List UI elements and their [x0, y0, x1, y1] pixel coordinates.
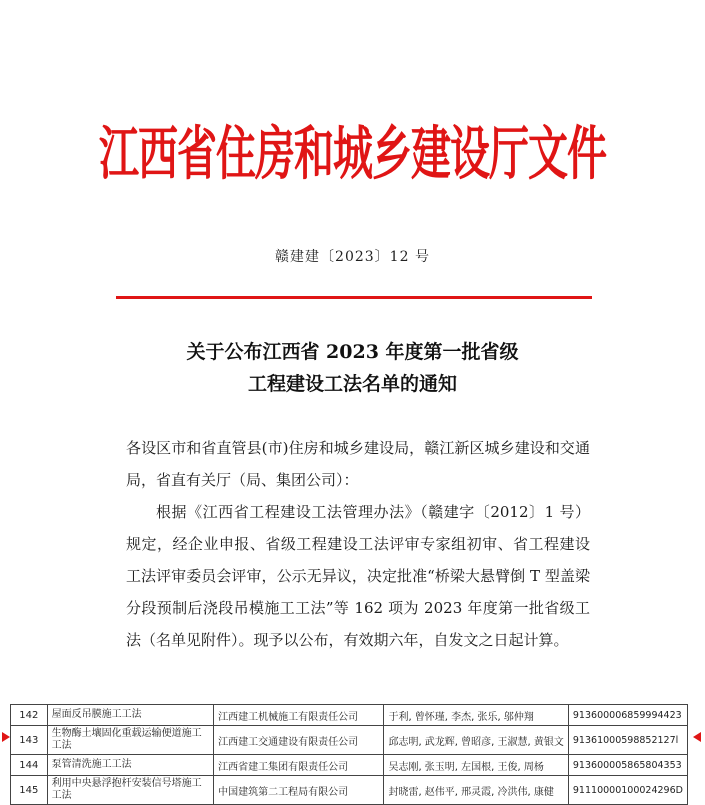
row-number: 142 — [11, 705, 48, 726]
credit-code: 913600006859994423 — [568, 705, 687, 726]
appendix-table — [10, 704, 688, 805]
row-number: 143 — [11, 726, 48, 755]
notice-title-line-2: 工程建设工法名单的通知 — [247, 373, 457, 395]
salutation: 各设区市和省直管县(市)住房和城乡建设局，赣江新区城乡建设和交通局，省直有关厅（局、集团公司）： — [126, 439, 590, 489]
completers: 封晓雷, 赵伟平, 邢灵霞, 冷洪伟, 康健 — [384, 776, 568, 805]
credit-code: 91361000598852127l — [568, 726, 687, 755]
organization: 中国建筑第二工程局有限公司 — [214, 776, 384, 805]
document-header-title: 江西省住房和城乡建设厅文件 — [99, 119, 606, 188]
completers: 邱志明, 武龙辉, 曾昭彦, 王淑慧, 黄银文 — [384, 726, 568, 755]
table-row — [11, 755, 688, 776]
method-name: 生物酶土壤固化重载运输便道施工工法 — [47, 726, 214, 755]
row-number: 144 — [11, 755, 48, 776]
credit-code: 91110000100024296D — [568, 776, 687, 805]
notice-title-line-1: 关于公布江西省 2023 年度第一批省级 — [186, 341, 519, 363]
document-number: 赣建建〔2023〕12 号 — [275, 249, 430, 265]
red-arrow-right-icon — [2, 732, 10, 742]
organization: 江西省建工集团有限责任公司 — [214, 755, 384, 776]
row-number: 145 — [11, 776, 48, 805]
body-paragraph: 根据《江西省工程建设工法管理办法》（赣建字〔2012〕1 号）规定，经企业申报、省级工程建设工法评审专家组初审、省工程建设工法评审委员会评审，公示无异议，决定批准“桥梁大悬臂倒 T 型盖梁分段预制后浇段吊模施工工法”等 162 项为 2023 年度第一批省级工法（名单见附件）。现予以公布，有效期六年，自发文之日起计算。 — [126, 503, 590, 649]
method-name: 泵管清洗施工工法 — [47, 755, 214, 776]
red-divider-line — [116, 296, 592, 299]
red-arrow-left-icon — [693, 732, 701, 742]
notice-title — [0, 336, 705, 400]
table-row — [11, 705, 688, 726]
method-name: 屋面反吊膜施工工法 — [47, 705, 214, 726]
organization: 江西建工机械施工有限责任公司 — [214, 705, 384, 726]
completers: 吴志刚, 张玉明, 左国根, 王俊, 周杨 — [384, 755, 568, 776]
organization: 江西建工交通建设有限责任公司 — [214, 726, 384, 755]
method-name: 利用中央悬浮抱杆安装信号塔施工工法 — [47, 776, 214, 805]
notice-body — [126, 432, 590, 656]
credit-code: 913600005865804353 — [568, 755, 687, 776]
table-row — [11, 726, 688, 755]
table-row — [11, 776, 688, 805]
completers: 于利, 曾怀瑾, 李杰, 张乐, 邬仲翔 — [384, 705, 568, 726]
